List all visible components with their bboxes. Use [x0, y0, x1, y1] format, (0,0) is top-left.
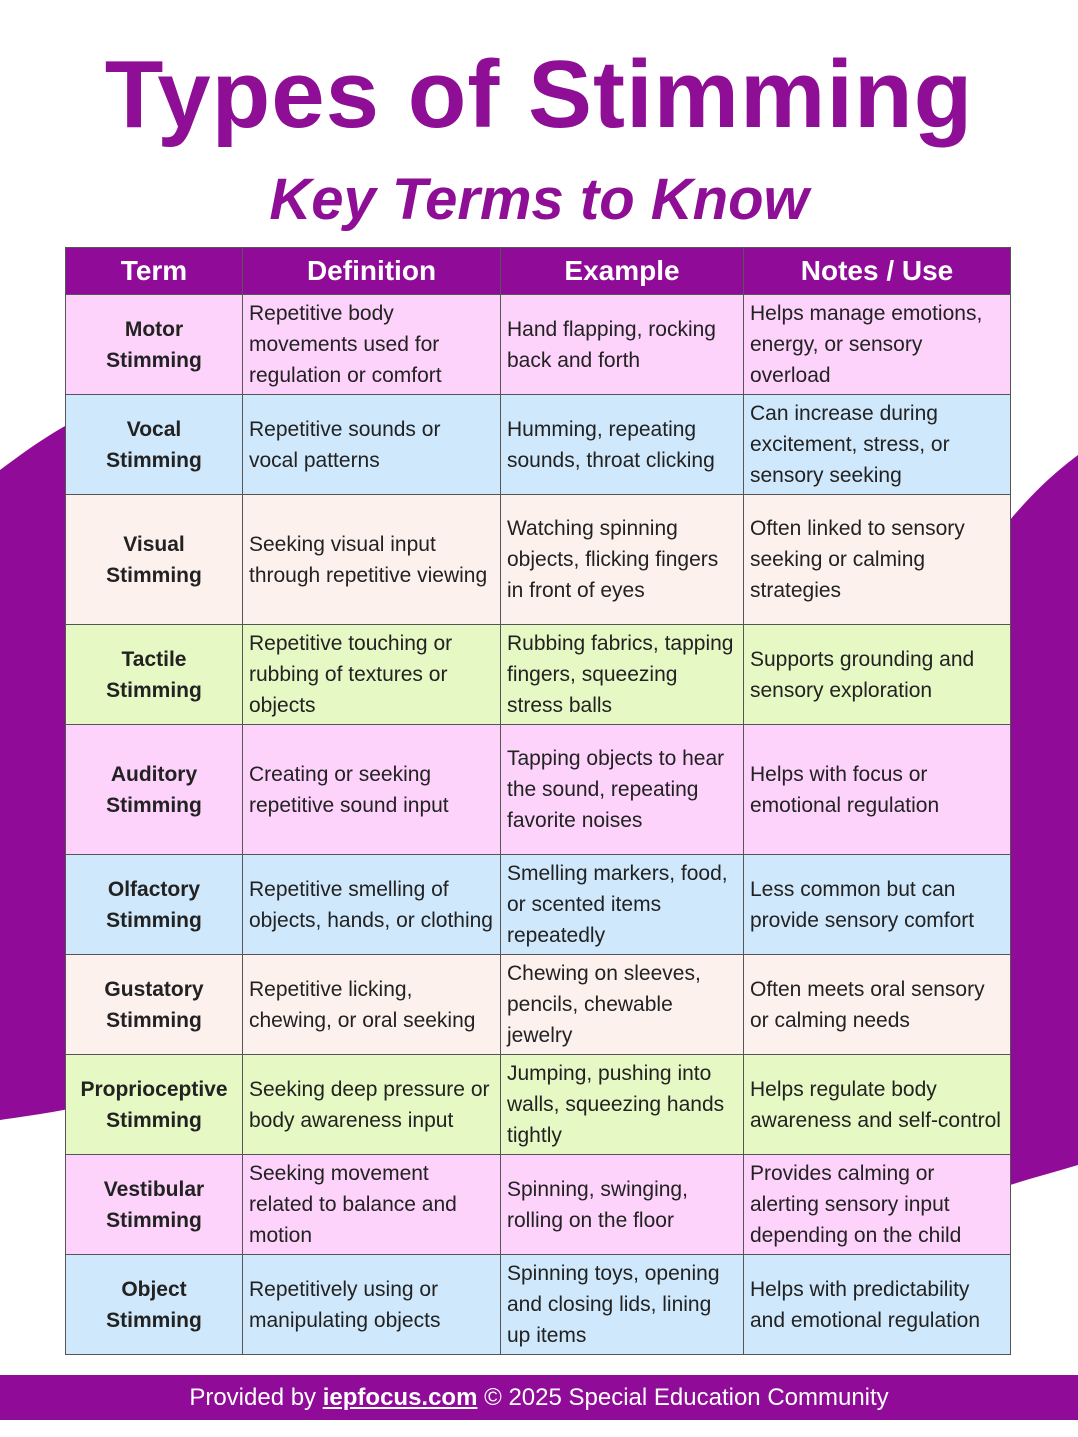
- notes-cell: Supports grounding and sensory exploration: [744, 625, 1011, 725]
- footer-copyright: © 2025 Special Education Community: [484, 1384, 889, 1411]
- table-row: [66, 625, 1011, 725]
- definition-cell: Seeking visual input through repetitive viewing: [243, 495, 501, 625]
- table-row: [66, 395, 1011, 495]
- term-cell: Auditory Stimming: [66, 725, 243, 855]
- footer-link[interactable]: iepfocus.com: [322, 1384, 478, 1411]
- definition-cell: Repetitive touching or rubbing of textures or objects: [243, 625, 501, 725]
- term-cell: Olfactory Stimming: [66, 855, 243, 955]
- column-header-definition: Definition: [243, 248, 501, 295]
- definition-cell: Creating or seeking repetitive sound input: [243, 725, 501, 855]
- example-cell: Tapping objects to hear the sound, repeating favorite noises: [501, 725, 744, 855]
- example-cell: Smelling markers, food, or scented items repeatedly: [501, 855, 744, 955]
- stimming-table: [65, 247, 1011, 1355]
- example-cell: Humming, repeating sounds, throat clicking: [501, 395, 744, 495]
- notes-cell: Helps regulate body awareness and self-control: [744, 1055, 1011, 1155]
- notes-cell: Provides calming or alerting sensory input depending on the child: [744, 1155, 1011, 1255]
- definition-cell: Repetitive sounds or vocal patterns: [243, 395, 501, 495]
- example-cell: Jumping, pushing into walls, squeezing hands tightly: [501, 1055, 744, 1155]
- table-row: [66, 1155, 1011, 1255]
- column-header-notes: Notes / Use: [744, 248, 1011, 295]
- table-row: [66, 725, 1011, 855]
- term-cell: Proprioceptive Stimming: [66, 1055, 243, 1155]
- notes-cell: Often meets oral sensory or calming needs: [744, 955, 1011, 1055]
- table-row: [66, 1255, 1011, 1355]
- page-title: Types of Stimming: [104, 41, 974, 148]
- table-row: [66, 495, 1011, 625]
- definition-cell: Repetitive body movements used for regulation or comfort: [243, 295, 501, 395]
- example-cell: Rubbing fabrics, tapping fingers, squeezing stress balls: [501, 625, 744, 725]
- column-header-term: Term: [66, 248, 243, 295]
- page-subtitle: Key Terms to Know: [269, 167, 809, 232]
- footer-bar: [0, 1375, 1078, 1420]
- definition-cell: Seeking movement related to balance and motion: [243, 1155, 501, 1255]
- definition-cell: Repetitive smelling of objects, hands, or clothing: [243, 855, 501, 955]
- term-cell: Object Stimming: [66, 1255, 243, 1355]
- example-cell: Chewing on sleeves, pencils, chewable jewelry: [501, 955, 744, 1055]
- definition-cell: Repetitive licking, chewing, or oral seeking: [243, 955, 501, 1055]
- notes-cell: Helps manage emotions, energy, or sensory overload: [744, 295, 1011, 395]
- table-row: [66, 855, 1011, 955]
- example-cell: Watching spinning objects, flicking fingers in front of eyes: [501, 495, 744, 625]
- notes-cell: Often linked to sensory seeking or calming strategies: [744, 495, 1011, 625]
- notes-cell: Less common but can provide sensory comfort: [744, 855, 1011, 955]
- example-cell: Hand flapping, rocking back and forth: [501, 295, 744, 395]
- example-cell: Spinning toys, opening and closing lids, lining up items: [501, 1255, 744, 1355]
- notes-cell: Helps with predictability and emotional regulation: [744, 1255, 1011, 1355]
- definition-cell: Repetitively using or manipulating objects: [243, 1255, 501, 1355]
- term-cell: Gustatory Stimming: [66, 955, 243, 1055]
- footer-prefix: Provided by: [189, 1384, 317, 1411]
- term-cell: Tactile Stimming: [66, 625, 243, 725]
- notes-cell: Can increase during excitement, stress, or sensory seeking: [744, 395, 1011, 495]
- definition-cell: Seeking deep pressure or body awareness input: [243, 1055, 501, 1155]
- table-row: [66, 955, 1011, 1055]
- term-cell: Vocal Stimming: [66, 395, 243, 495]
- term-cell: Motor Stimming: [66, 295, 243, 395]
- notes-cell: Helps with focus or emotional regulation: [744, 725, 1011, 855]
- table-header-row: [66, 248, 1011, 295]
- table-row: [66, 1055, 1011, 1155]
- column-header-example: Example: [501, 248, 744, 295]
- table-row: [66, 295, 1011, 395]
- term-cell: Vestibular Stimming: [66, 1155, 243, 1255]
- term-cell: Visual Stimming: [66, 495, 243, 625]
- example-cell: Spinning, swinging, rolling on the floor: [501, 1155, 744, 1255]
